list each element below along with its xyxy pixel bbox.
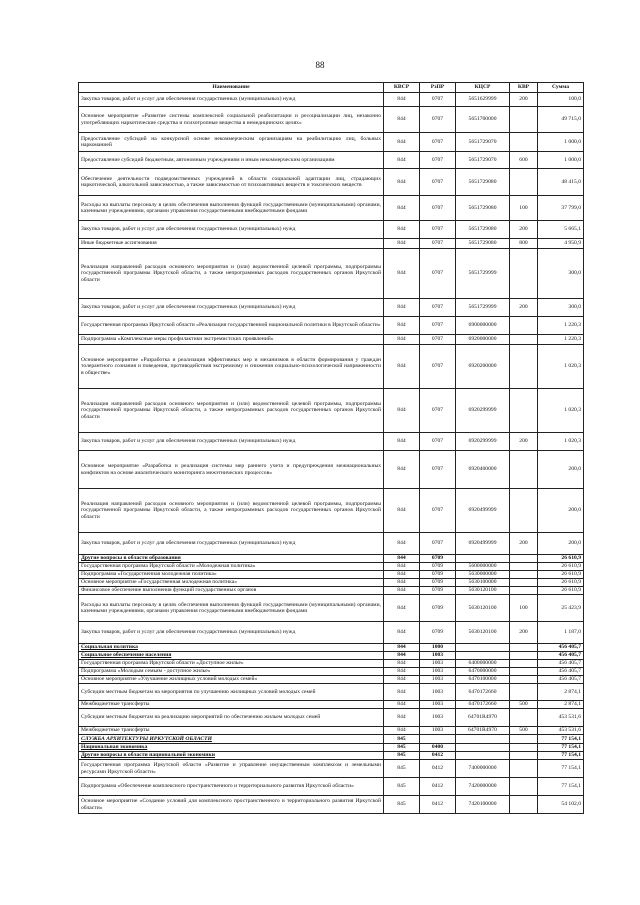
col-header-kcsr: КЦСР	[456, 83, 510, 93]
rzpr-cell: 0412	[420, 760, 456, 778]
kcsr-cell: 5651729080	[456, 221, 510, 239]
kvsr-cell: 844	[384, 169, 420, 196]
rzpr-cell: 1003	[420, 668, 456, 676]
sum-cell: 1 220,3	[538, 335, 584, 345]
row-name-cell: Основное мероприятие «Разработка и реализация системы мер раннего учета и предупреждения межнациональных конфликтов на основе аналитического мониторинга межэтнических процессов»	[79, 451, 384, 489]
sum-cell: 456 405,7	[538, 668, 584, 676]
kvr-cell	[510, 571, 538, 579]
table-row	[79, 760, 584, 778]
sum-cell: 2 874,1	[538, 684, 584, 701]
row-name-cell: Субсидии местным бюджетам на реализацию мероприятий по обеспечению жильем молодых семей	[79, 709, 384, 727]
rzpr-cell: 0707	[420, 133, 456, 152]
kvsr-cell: 845	[384, 760, 420, 778]
sum-cell: 26 610,9	[538, 555, 584, 563]
kvsr-cell: 844	[384, 335, 420, 345]
table-row	[79, 107, 584, 133]
kcsr-cell: 5651729080	[456, 169, 510, 196]
kvsr-cell: 844	[384, 555, 420, 563]
row-name-cell: Иные бюджетные ассигнования	[79, 239, 384, 249]
row-name-cell: Подпрограмма «Молодым семьям - доступное жилье»	[79, 668, 384, 676]
rzpr-cell: 0709	[420, 579, 456, 587]
kvsr-cell: 844	[384, 684, 420, 701]
page-number: 88	[315, 60, 325, 70]
table-header-row	[79, 83, 584, 93]
rzpr-cell: 0707	[420, 196, 456, 221]
kvsr-cell: 844	[384, 249, 420, 299]
row-name-cell: Закупка товаров, работ и услуг для обеспечения государственных (муниципальных) нужд	[79, 622, 384, 644]
row-name-cell: Закупка товаров, работ и услуг для обеспечения государственных (муниципальных) нужд	[79, 93, 384, 107]
kcsr-cell: 5651729999	[456, 299, 510, 317]
sum-cell: 26 610,9	[538, 579, 584, 587]
kvsr-cell: 844	[384, 389, 420, 433]
kcsr-cell	[456, 652, 510, 660]
kvr-cell	[510, 676, 538, 684]
table-row	[79, 735, 584, 744]
row-name-cell: Социальная политика	[79, 644, 384, 652]
rzpr-cell: 0709	[420, 555, 456, 563]
kvsr-cell: 844	[384, 595, 420, 622]
table-row	[79, 684, 584, 701]
sum-cell: 77 154,1	[538, 760, 584, 778]
kcsr-cell: 7420000000	[456, 778, 510, 796]
kvsr-cell: 844	[384, 451, 420, 489]
sum-cell: 26 610,9	[538, 587, 584, 595]
kvr-cell	[510, 752, 538, 760]
row-name-cell: Национальная экономика	[79, 744, 384, 752]
rzpr-cell: 0707	[420, 249, 456, 299]
row-name-cell: Реализация направлений расходов основного мероприятия и (или) ведомственной целевой программы, подпрограммы государственной программы Иркутской области, а также непрограммных расходов государственных органов Иркутской области	[79, 489, 384, 533]
kcsr-cell: 5600000000	[456, 563, 510, 571]
table-row	[79, 622, 584, 644]
kvr-cell: 200	[510, 93, 538, 107]
kvr-cell	[510, 778, 538, 796]
sum-cell: 456 405,7	[538, 652, 584, 660]
kvsr-cell: 844	[384, 579, 420, 587]
kcsr-cell: 6470172660	[456, 684, 510, 701]
kcsr-cell: 6920299999	[456, 433, 510, 451]
kvsr-cell: 844	[384, 196, 420, 221]
row-name-cell: Закупка товаров, работ и услуг для обеспечения государственных (муниципальных) нужд	[79, 433, 384, 451]
kvr-cell	[510, 451, 538, 489]
kcsr-cell: 5630120100	[456, 587, 510, 595]
sum-cell: 26 610,9	[538, 571, 584, 579]
kvsr-cell: 844	[384, 563, 420, 571]
sum-cell: 1 020,3	[538, 345, 584, 389]
table-row	[79, 563, 584, 571]
kvr-cell	[510, 169, 538, 196]
row-name-cell: Государственная программа Иркутской области «Развитие и управление имущественным комплексом и земельными ресурсами Иркутской области»	[79, 760, 384, 778]
sum-cell: 300,0	[538, 249, 584, 299]
kvr-cell	[510, 345, 538, 389]
kvsr-cell: 844	[384, 660, 420, 668]
sum-cell: 48 415,0	[538, 169, 584, 196]
kcsr-cell: 5651729070	[456, 133, 510, 152]
kvsr-cell: 844	[384, 221, 420, 239]
col-header-sum: Сумма	[538, 83, 584, 93]
sum-cell: 77 154,1	[538, 778, 584, 796]
kvr-cell	[510, 579, 538, 587]
rzpr-cell: 0709	[420, 595, 456, 622]
row-name-cell: Реализация направлений расходов основного мероприятия и (или) ведомственной целевой программы, подпрограммы государственной программы Иркутской области, а также непрограммных расходов государственных органов Иркутской области	[79, 249, 384, 299]
rzpr-cell: 0707	[420, 335, 456, 345]
table-row	[79, 433, 584, 451]
sum-cell: 4 950,9	[538, 239, 584, 249]
table-row	[79, 489, 584, 533]
rzpr-cell: 0400	[420, 744, 456, 752]
sum-cell: 77 154,1	[538, 752, 584, 760]
kvr-cell	[510, 644, 538, 652]
table-row	[79, 335, 584, 345]
kvr-cell: 100	[510, 196, 538, 221]
rzpr-cell: 0412	[420, 778, 456, 796]
sum-cell: 200,0	[538, 489, 584, 533]
kcsr-cell: 5630120100	[456, 622, 510, 644]
kcsr-cell: 6470172660	[456, 701, 510, 709]
kvsr-cell: 844	[384, 587, 420, 595]
rzpr-cell: 1003	[420, 684, 456, 701]
sum-cell: 77 154,1	[538, 735, 584, 744]
kvsr-cell: 844	[384, 133, 420, 152]
sum-cell: 37 799,0	[538, 196, 584, 221]
sum-cell: 5 665,1	[538, 221, 584, 239]
col-header-kvsr: КВСР	[384, 83, 420, 93]
rzpr-cell: 0707	[420, 221, 456, 239]
rzpr-cell: 0707	[420, 345, 456, 389]
kvr-cell	[510, 796, 538, 814]
kcsr-cell: 6470000000	[456, 668, 510, 676]
table-row	[79, 652, 584, 660]
kvsr-cell: 844	[384, 299, 420, 317]
rzpr-cell: 0707	[420, 451, 456, 489]
row-name-cell: Обеспечение деятельности подведомственных учреждений в области социальной адаптации лиц, страдающих наркотической, алкогольной зависимостью, а также зависимостью от психоактивных веществ и токсических веществ	[79, 169, 384, 196]
row-name-cell: Подпрограмма «Комплексные меры профилактики экстремистских проявлений»	[79, 335, 384, 345]
table-row	[79, 93, 584, 107]
kvr-cell	[510, 249, 538, 299]
rzpr-cell: 1003	[420, 709, 456, 727]
kvr-cell	[510, 335, 538, 345]
kcsr-cell: 5651700000	[456, 107, 510, 133]
table-row	[79, 778, 584, 796]
table-row	[79, 133, 584, 152]
kcsr-cell: 5651729080	[456, 239, 510, 249]
sum-cell: 77 154,1	[538, 744, 584, 752]
kcsr-cell: 64701R4970	[456, 709, 510, 727]
rzpr-cell: 0707	[420, 107, 456, 133]
table-row	[79, 451, 584, 489]
kvsr-cell: 844	[384, 152, 420, 169]
rzpr-cell: 1003	[420, 676, 456, 684]
row-name-cell: Основное мероприятие «Разработка и реализация эффективных мер и механизмов в области формирования у граждан толерантного сознания и поведения, противодействия экстремизму и снижения социально-психологической напряженности в обществе»	[79, 345, 384, 389]
rzpr-cell: 0709	[420, 622, 456, 644]
kcsr-cell: 5651629999	[456, 93, 510, 107]
kvsr-cell: 844	[384, 489, 420, 533]
kvsr-cell: 844	[384, 622, 420, 644]
rzpr-cell: 0707	[420, 489, 456, 533]
table-row	[79, 221, 584, 239]
table-row	[79, 752, 584, 760]
sum-cell: 453 531,6	[538, 727, 584, 735]
rzpr-cell: 0707	[420, 433, 456, 451]
kvsr-cell: 844	[384, 676, 420, 684]
rzpr-cell: 0709	[420, 563, 456, 571]
kcsr-cell: 5651729999	[456, 249, 510, 299]
kvr-cell	[510, 660, 538, 668]
rzpr-cell: 0412	[420, 752, 456, 760]
row-name-cell: Подпрограмма «Обеспечение комплексного пространственного и территориального развития Иркутской области»	[79, 778, 384, 796]
row-name-cell: Реализация направлений расходов основного мероприятия и (или) ведомственной целевой программы, подпрограммы государственной программы Иркутской области, а также непрограммных расходов государственных органов Иркутской области	[79, 389, 384, 433]
col-header-name: Наименование	[79, 83, 384, 93]
rzpr-cell: 0707	[420, 299, 456, 317]
kvr-cell: 200	[510, 433, 538, 451]
budget-table	[78, 82, 584, 814]
kcsr-cell	[456, 644, 510, 652]
kvr-cell: 500	[510, 701, 538, 709]
rzpr-cell: 0707	[420, 93, 456, 107]
table-row	[79, 389, 584, 433]
row-name-cell: Предоставление субсидий бюджетным, автономным учреждениям и иным некоммерческим организациям	[79, 152, 384, 169]
kvsr-cell: 844	[384, 644, 420, 652]
sum-cell: 1 020,3	[538, 389, 584, 433]
table-row	[79, 796, 584, 814]
table-row	[79, 668, 584, 676]
kvr-cell	[510, 317, 538, 335]
kvsr-cell: 844	[384, 533, 420, 555]
sum-cell: 1 000,0	[538, 133, 584, 152]
rzpr-cell: 0707	[420, 317, 456, 335]
kvr-cell	[510, 652, 538, 660]
kvsr-cell: 844	[384, 668, 420, 676]
kvr-cell	[510, 489, 538, 533]
rzpr-cell: 0707	[420, 533, 456, 555]
kvsr-cell: 844	[384, 727, 420, 735]
row-name-cell: Другие вопросы в области национальной экономики	[79, 752, 384, 760]
table-row	[79, 644, 584, 652]
kcsr-cell: 6920400000	[456, 451, 510, 489]
table-row	[79, 587, 584, 595]
kvsr-cell: 844	[384, 652, 420, 660]
table-row	[79, 709, 584, 727]
table-row	[79, 169, 584, 196]
kcsr-cell: 5630000000	[456, 571, 510, 579]
rzpr-cell: 1003	[420, 727, 456, 735]
row-name-cell: Основное мероприятие «Создание условий для комплексного пространственного и территориального развития Иркутской области»	[79, 796, 384, 814]
sum-cell: 25 423,9	[538, 595, 584, 622]
row-name-cell: Государственная программа Иркутской области «Доступное жилье»	[79, 660, 384, 668]
kvsr-cell: 844	[384, 239, 420, 249]
col-header-kvr: КВР	[510, 83, 538, 93]
sum-cell: 1 020,3	[538, 433, 584, 451]
kvr-cell	[510, 735, 538, 744]
kcsr-cell: 64701R4970	[456, 727, 510, 735]
kcsr-cell: 5630100000	[456, 579, 510, 587]
kvsr-cell: 844	[384, 433, 420, 451]
kvsr-cell: 845	[384, 735, 420, 744]
kvr-cell	[510, 555, 538, 563]
kcsr-cell	[456, 744, 510, 752]
kvr-cell	[510, 760, 538, 778]
row-name-cell: Основное мероприятие «Улучшение жилищных условий молодых семей»	[79, 676, 384, 684]
table-row	[79, 701, 584, 709]
table-row	[79, 727, 584, 735]
kvsr-cell: 845	[384, 752, 420, 760]
rzpr-cell: 0707	[420, 389, 456, 433]
kvr-cell	[510, 684, 538, 701]
row-name-cell: Социальное обеспечение населения	[79, 652, 384, 660]
kvr-cell: 200	[510, 221, 538, 239]
table-row	[79, 196, 584, 221]
kcsr-cell: 6400000000	[456, 660, 510, 668]
sum-cell: 200,0	[538, 533, 584, 555]
sum-cell: 453 531,6	[538, 709, 584, 727]
sum-cell: 300,0	[538, 299, 584, 317]
row-name-cell: СЛУЖБА АРХИТЕКТУРЫ ИРКУТСКОЙ ОБЛАСТИ	[79, 735, 384, 744]
kvsr-cell: 845	[384, 778, 420, 796]
kvsr-cell: 844	[384, 93, 420, 107]
table-row	[79, 239, 584, 249]
kvr-cell: 500	[510, 727, 538, 735]
table-row	[79, 345, 584, 389]
sum-cell: 456 405,7	[538, 644, 584, 652]
kvr-cell	[510, 107, 538, 133]
row-name-cell: Субсидии местным бюджетам на мероприятия по улучшению жилищных условий молодых семей	[79, 684, 384, 701]
table-row	[79, 533, 584, 555]
row-name-cell: Государственная программа Иркутской области «Реализация государственной национальной политики в Иркутской области»	[79, 317, 384, 335]
kcsr-cell: 6920000000	[456, 335, 510, 345]
kcsr-cell	[456, 735, 510, 744]
kcsr-cell: 6920299999	[456, 389, 510, 433]
row-name-cell: Расходы на выплаты персоналу в целях обеспечения выполнения функций государственными (муниципальными) органами, казенными учреждениями, органами управления государственными внебюджетными фондами	[79, 595, 384, 622]
kvsr-cell: 845	[384, 796, 420, 814]
rzpr-cell: 0707	[420, 239, 456, 249]
kvr-cell	[510, 709, 538, 727]
row-name-cell: Государственная программа Иркутской области «Молодежная политика»	[79, 563, 384, 571]
kcsr-cell: 6920499999	[456, 533, 510, 555]
table-row	[79, 676, 584, 684]
rzpr-cell: 1003	[420, 701, 456, 709]
kvr-cell	[510, 668, 538, 676]
row-name-cell: Межбюджетные трансферты	[79, 727, 384, 735]
sum-cell: 1 220,3	[538, 317, 584, 335]
kvr-cell: 200	[510, 622, 538, 644]
kcsr-cell	[456, 752, 510, 760]
kvr-cell: 800	[510, 239, 538, 249]
kcsr-cell: 6470100000	[456, 676, 510, 684]
rzpr-cell: 0707	[420, 152, 456, 169]
kcsr-cell: 7400000000	[456, 760, 510, 778]
kcsr-cell: 7420100000	[456, 796, 510, 814]
sum-cell: 1 187,0	[538, 622, 584, 644]
kvr-cell	[510, 389, 538, 433]
kcsr-cell: 5651729070	[456, 152, 510, 169]
rzpr-cell: 1003	[420, 652, 456, 660]
kvsr-cell: 844	[384, 701, 420, 709]
table-row	[79, 571, 584, 579]
kcsr-cell: 6920499999	[456, 489, 510, 533]
kcsr-cell: 6920200000	[456, 345, 510, 389]
row-name-cell: Предоставление субсидий на конкурсной основе некоммерческим организациям на реабилитацию лиц, больных наркоманией	[79, 133, 384, 152]
row-name-cell: Межбюджетные трансферты	[79, 701, 384, 709]
table-row	[79, 660, 584, 668]
kvr-cell: 200	[510, 299, 538, 317]
row-name-cell: Основное мероприятие «Государственная молодежная политика»	[79, 579, 384, 587]
table-row	[79, 299, 584, 317]
table-row	[79, 595, 584, 622]
row-name-cell: Закупка товаров, работ и услуг для обеспечения государственных (муниципальных) нужд	[79, 299, 384, 317]
rzpr-cell: 0412	[420, 796, 456, 814]
sum-cell: 49 715,0	[538, 107, 584, 133]
rzpr-cell: 0709	[420, 571, 456, 579]
kvsr-cell: 844	[384, 571, 420, 579]
kvsr-cell: 845	[384, 744, 420, 752]
kvr-cell	[510, 563, 538, 571]
sum-cell: 54 102,0	[538, 796, 584, 814]
row-name-cell: Финансовое обеспечение выполнения функций государственных органов	[79, 587, 384, 595]
kvsr-cell: 844	[384, 107, 420, 133]
row-name-cell: Закупка товаров, работ и услуг для обеспечения государственных (муниципальных) нужд	[79, 221, 384, 239]
table-row	[79, 555, 584, 563]
row-name-cell: Расходы на выплаты персоналу в целях обеспечения выполнения функций государственными (муниципальными) органами, казенными учреждениями, органами управления государственными внебюджетными фондами	[79, 196, 384, 221]
kvsr-cell: 844	[384, 709, 420, 727]
row-name-cell: Закупка товаров, работ и услуг для обеспечения государственных (муниципальных) нужд	[79, 533, 384, 555]
row-name-cell: Основное мероприятие «Развитие системы комплексной социальной реабилитации и ресоциализации лиц, незаконно употребляющих наркотические средства и психотропные вещества в немедицинских целях»	[79, 107, 384, 133]
kvr-cell: 200	[510, 533, 538, 555]
table-row	[79, 579, 584, 587]
sum-cell: 200,0	[538, 451, 584, 489]
table-row	[79, 744, 584, 752]
sum-cell: 100,0	[538, 93, 584, 107]
kcsr-cell	[456, 555, 510, 563]
row-name-cell: Другие вопросы в области образования	[79, 555, 384, 563]
table-row	[79, 152, 584, 169]
kvr-cell	[510, 587, 538, 595]
sum-cell: 26 610,9	[538, 563, 584, 571]
kvr-cell	[510, 744, 538, 752]
kvr-cell: 100	[510, 595, 538, 622]
rzpr-cell: 0709	[420, 587, 456, 595]
table-row	[79, 249, 584, 299]
kvsr-cell: 844	[384, 317, 420, 335]
col-header-rzpr: РзПР	[420, 83, 456, 93]
sum-cell: 456 405,7	[538, 676, 584, 684]
rzpr-cell: 1000	[420, 644, 456, 652]
kcsr-cell: 5651729080	[456, 196, 510, 221]
sum-cell: 456 405,7	[538, 660, 584, 668]
kvr-cell: 600	[510, 152, 538, 169]
rzpr-cell	[420, 735, 456, 744]
rzpr-cell: 0707	[420, 169, 456, 196]
table-row	[79, 317, 584, 335]
kvr-cell	[510, 133, 538, 152]
kvsr-cell: 844	[384, 345, 420, 389]
sum-cell: 2 874,1	[538, 701, 584, 709]
kcsr-cell: 5630120100	[456, 595, 510, 622]
sum-cell: 1 000,0	[538, 152, 584, 169]
row-name-cell: Подпрограмма «Государственная молодежная политика»	[79, 571, 384, 579]
kcsr-cell: 6900000000	[456, 317, 510, 335]
rzpr-cell: 1003	[420, 660, 456, 668]
